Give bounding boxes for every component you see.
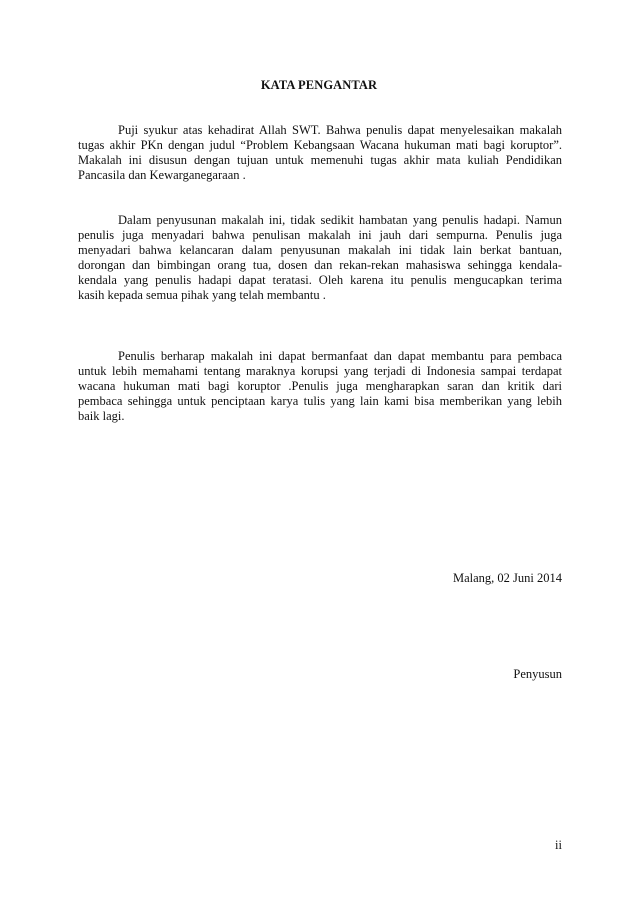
paragraph-3 bbox=[78, 349, 562, 424]
paragraph-line: Pancasila dan Kewarganegaraan . bbox=[78, 168, 246, 182]
paragraph-line: Penulis berharap makalah ini dapat bermanfaat dan dapat membantu para pembaca bbox=[118, 349, 562, 363]
page-title: KATA PENGANTAR bbox=[260, 78, 378, 92]
paragraph-2 bbox=[78, 213, 562, 303]
paragraph-line: pembaca sehingga untuk penciptaan karya tulis yang lain kami bisa memberikan yang lebih bbox=[78, 394, 562, 408]
paragraph-line: Dalam penyusunan makalah ini, tidak sedikit hambatan yang penulis hadapi. Namun bbox=[118, 213, 562, 227]
author-signoff: Penyusun bbox=[513, 667, 562, 681]
place-date: Malang, 02 Juni 2014 bbox=[452, 571, 562, 585]
paragraph-line: untuk lebih memahami tentang maraknya korupsi yang terjadi di Indonesia sampai terdapat bbox=[78, 364, 562, 378]
paragraph-line: Makalah ini disusun dengan tujuan untuk memenuhi tugas akhir mata kuliah Pendidikan bbox=[78, 153, 562, 167]
paragraph-line: kendala yang penulis hadapi dapat teratasi. Oleh karena itu penulis mengucapkan terima bbox=[78, 273, 562, 287]
paragraph-line: wacana hukuman mati bagi koruptor .Penulis juga mengharapkan saran dan kritik dari bbox=[78, 379, 562, 393]
paragraph-1 bbox=[78, 123, 562, 183]
paragraph-line: penulis juga menyadari bahwa penulisan makalah ini jauh dari sempurna. Penulis juga bbox=[78, 228, 562, 242]
paragraph-line: Puji syukur atas kehadirat Allah SWT. Bahwa penulis dapat menyelesaikan makalah bbox=[118, 123, 562, 137]
page-number: ii bbox=[555, 838, 562, 852]
paragraph-line: kasih kepada semua pihak yang telah membantu . bbox=[78, 288, 326, 302]
paragraph-line: tugas akhir PKn dengan judul “Problem Kebangsaan Wacana hukuman mati bagi koruptor”. bbox=[78, 138, 562, 152]
paragraph-line: baik lagi. bbox=[78, 409, 125, 423]
paragraph-line: menyadari bahwa kelancaran dalam penyusunan makalah ini tidak lain berkat bantuan, bbox=[78, 243, 562, 257]
paragraph-line: dorongan dan bimbingan orang tua, dosen dan rekan-rekan mahasiswa sehingga kendala- bbox=[78, 258, 562, 272]
